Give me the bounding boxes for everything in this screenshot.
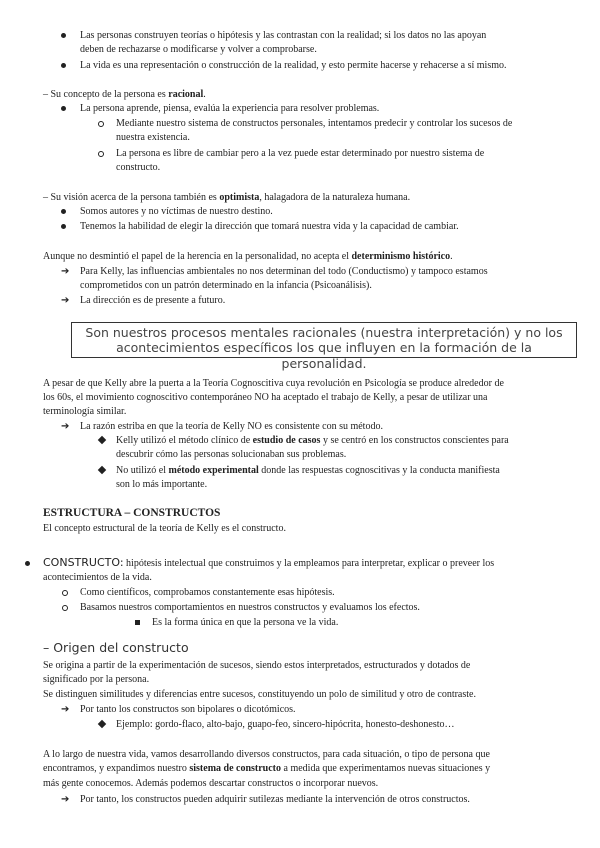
arrow-right-icon: ➔ [61,421,70,432]
kelly-diamond-1-line1: Kelly utilizó el método clínico de estudio de casos y se centró en los constructos conscientes para [116,435,509,446]
optimista-bullet-1: Somos autores y no víctimas de nuestro destino. [80,206,273,217]
origen-diamond: Ejemplo: gordo-flaco, alto-bajo, guapo-feo, sincero-hipócrita, honesto-deshonesto… [116,719,455,730]
racional-sub2-line2: constructo. [116,162,161,173]
constructo-line-1: CONSTRUCTO: hipótesis intelectual que construimos y la empleamos para interpretar, explicar o preveer los [43,556,495,569]
callout-box [71,322,577,371]
racional-sub2-line1: La persona es libre de cambiar pero a la vez puede estar determinado por nuestro sistema de [116,148,485,159]
origen-heading: – Origen del constructo [43,640,189,655]
origen-line-2: significado por la persona. [43,674,150,685]
kelly-line-3: terminología similar. [43,406,127,417]
racional-sub1-line2: nuestra existencia. [116,132,190,143]
kelly-diamond-2-line2: son lo más importante. [116,479,208,490]
vida-line-1: A lo largo de nuestra vida, vamos desarrollando diversos constructos, para cada situación, o tipo de persona que [43,749,490,760]
constructo-sub-1: Como científicos, comprobamos constantemente esas hipótesis. [80,587,335,598]
arrow-right-icon: ➔ [61,266,70,277]
arrow-right-icon: ➔ [61,295,70,306]
vida-line-2: encontramos, y expandimos nuestro sistema de constructo a medida que experimentamos nuevas situaciones y [43,763,491,774]
vida-arrow: Por tanto, los constructos pueden adquirir sutilezas mediante la intervención de otros constructos. [80,794,470,805]
kelly-line-2: los 60s, el movimiento cognoscitivo contemporáneo NO ha aceptado el trabajo de Kelly, a pesar de utilizar una [43,392,488,403]
arrow-right-icon: ➔ [61,704,70,715]
racional-bullet: La persona aprende, piensa, evalúa la experiencia para resolver problemas. [80,103,380,114]
intro-bullet-1-line2: deben de rechazarse o modificarse y volver a comprobarse. [80,44,317,55]
circle-bullet-icon [62,590,68,596]
vida-line-3: más gente conocemos. Además podemos descartar constructos o incorporar nuevos. [43,778,379,789]
origen-arrow: Por tanto los constructos son bipolares o dicotómicos. [80,704,296,715]
constructo-sub-2: Basamos nuestros comportamientos en nuestros constructos y evaluamos los efectos. [80,602,420,613]
circle-bullet-icon [98,121,104,127]
arrow-right-icon: ➔ [61,794,70,805]
bullet-icon [61,224,66,229]
optimista-paragraph: – Su visión acerca de la persona también es optimista, halagadora de la naturaleza humana. [43,192,411,203]
estructura-text: El concepto estructural de la teoría de Kelly es el constructo. [43,523,286,534]
determinismo-paragraph: Aunque no desmintió el papel de la herencia en la personalidad, no acepta el determinismo histórico. [43,251,453,262]
bullet-icon [61,209,66,214]
racional-sub1-line1: Mediante nuestro sistema de constructos personales, intentamos predecir y controlar los sucesos de [116,118,513,129]
bullet-icon [61,106,66,111]
constructo-sub-3: Es la forma única en que la persona ve la vida. [152,617,339,628]
constructo-line-2: acontecimientos de la vida. [43,572,152,583]
optimista-bullet-2: Tenemos la habilidad de elegir la dirección que tomará nuestra vida y la capacidad de cambiar. [80,221,459,232]
kelly-diamond-2-line1: No utilizó el método experimental donde las respuestas cognoscitivas y la conducta manifiesta [116,465,500,476]
callout-line-2: acontecimientos específicos los que influyen en la formación de la personalidad. [116,340,532,371]
bullet-icon [25,561,30,566]
origen-line-1: Se origina a partir de la experimentación de sucesos, siendo estos interpretados, estructurados y dotados de [43,660,471,671]
kelly-diamond-1-line2: descubrir cómo las personas solucionaban sus problemas. [116,449,347,460]
racional-paragraph: – Su concepto de la persona es racional. [43,89,206,100]
kelly-arrow: La razón estriba en que la teoría de Kelly NO es consistente con su método. [80,421,383,432]
bullet-icon [61,33,66,38]
intro-bullet-1-line1: Las personas construyen teorías o hipótesis y las contrastan con la realidad; si los datos no las apoyan [80,30,487,41]
estructura-heading: ESTRUCTURA – CONSTRUCTOS [43,507,221,519]
diamond-bullet-icon [98,466,106,474]
diamond-bullet-icon [98,436,106,444]
circle-bullet-icon [98,151,104,157]
determinismo-arrow2: La dirección es de presente a futuro. [80,295,226,306]
determinismo-arrow1-line2: comprometidos con un patrón determinado en la infancia (Psicoanálisis). [80,280,372,291]
intro-bullet-2: La vida es una representación o construcción de la realidad, y esto permite hacerse y rehacerse a sí mismo. [80,60,507,71]
callout-line-1: Son nuestros procesos mentales racionales (nuestra interpretación) y no los [85,325,563,340]
kelly-line-1: A pesar de que Kelly abre la puerta a la Teoría Cognoscitiva cuya revolución en Psicología se produce alrededor de [43,378,504,389]
determinismo-arrow1-line1: Para Kelly, las influencias ambientales no nos determinan del todo (Conductismo) y tampoco estamos [80,266,488,277]
origen-line-3: Se distinguen similitudes y diferencias entre sucesos, constituyendo un polo de similitud y otro de contraste. [43,689,476,700]
bullet-icon [61,63,66,68]
diamond-bullet-icon [98,720,106,728]
square-bullet-icon [135,620,140,625]
circle-bullet-icon [62,605,68,611]
